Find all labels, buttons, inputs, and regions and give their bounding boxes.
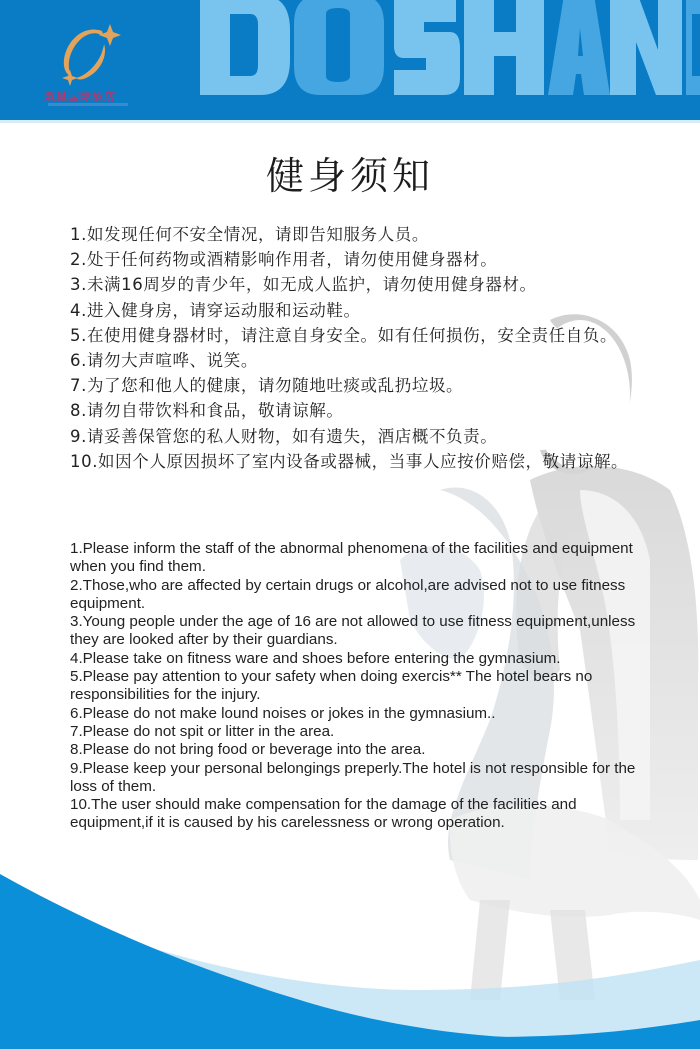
rule-en-item: 6.Please do not make lound noises or jokes in the gymnasium.. bbox=[70, 704, 496, 722]
rule-en-item: 2.Those,who are affected by certain drugs or alcohol,are advised not to use fitness equipment. bbox=[70, 576, 626, 612]
rule-en-item: 9.Please keep your personal belongings preperly.The hotel is not responsible for the loss of them. bbox=[70, 759, 636, 795]
rule-en-item: 5.Please pay attention to your safety when doing exercis** The hotel bears no responsibilities for the injury. bbox=[70, 668, 593, 704]
rule-cn-item: 7.为了您和他人的健康，请勿随地吐痰或乱扔垃圾。 bbox=[70, 376, 464, 396]
rule-en-item: 4.Please take on fitness ware and shoes before entering the gymnasium. bbox=[70, 649, 561, 667]
rules-english-list bbox=[70, 540, 650, 833]
rules-chinese-list bbox=[70, 222, 640, 474]
rule-cn-item: 4.进入健身房，请穿运动服和运动鞋。 bbox=[70, 300, 361, 320]
rule-cn-item: 9.请妥善保管您的私人财物，如有遗失，酒店概不负责。 bbox=[70, 426, 498, 446]
hotel-name: 双星国际酒店 bbox=[44, 90, 116, 103]
hotel-logo bbox=[52, 18, 124, 90]
rule-cn-item: 5.在使用健身器材时，请注意自身安全。如有任何损伤，安全责任自负。 bbox=[70, 325, 618, 345]
rule-cn-item: 3.未满16周岁的青少年，如无成人监护，请勿使用健身器材。 bbox=[70, 275, 537, 295]
rule-cn-item: 6.请勿大声喧哗、说笑。 bbox=[70, 351, 258, 371]
brand-word-doshang bbox=[198, 0, 700, 100]
rule-cn-item: 1.如发现任何不安全情况，请即告知服务人员。 bbox=[70, 225, 429, 244]
header-band bbox=[0, 0, 700, 120]
rule-cn-item: 2.处于任何药物或酒精影响作用者，请勿使用健身器材。 bbox=[70, 250, 498, 270]
bottom-wave-decoration bbox=[0, 860, 700, 1049]
header-divider bbox=[0, 120, 700, 123]
rule-cn-item: 8.请勿自带饮料和食品，敬请谅解。 bbox=[70, 401, 344, 421]
rule-en-item: 7.Please do not spit or litter in the area. bbox=[70, 722, 335, 740]
hotel-name-english-line bbox=[48, 103, 128, 106]
rule-en-item: 3.Young people under the age of 16 are not allowed to use fitness equipment,unless they are looked after by their guardians. bbox=[70, 613, 636, 649]
rule-en-item: 10.The user should make compensation for the damage of the facilities and equipment,if it is caused by his carelessness or wrong operation. bbox=[70, 796, 577, 832]
page-title: 健身须知 bbox=[265, 154, 434, 198]
star-ring-logo-icon bbox=[52, 18, 124, 90]
rule-cn-item: 10.如因个人原因损坏了室内设备或器械，当事人应按价赔偿，敬请谅解。 bbox=[70, 451, 629, 471]
rule-en-item: 8.Please do not bring food or beverage into the area. bbox=[70, 741, 426, 759]
rule-en-item: 1.Please inform the staff of the abnormal phenomena of the facilities and equipment when you find them. bbox=[70, 540, 633, 576]
